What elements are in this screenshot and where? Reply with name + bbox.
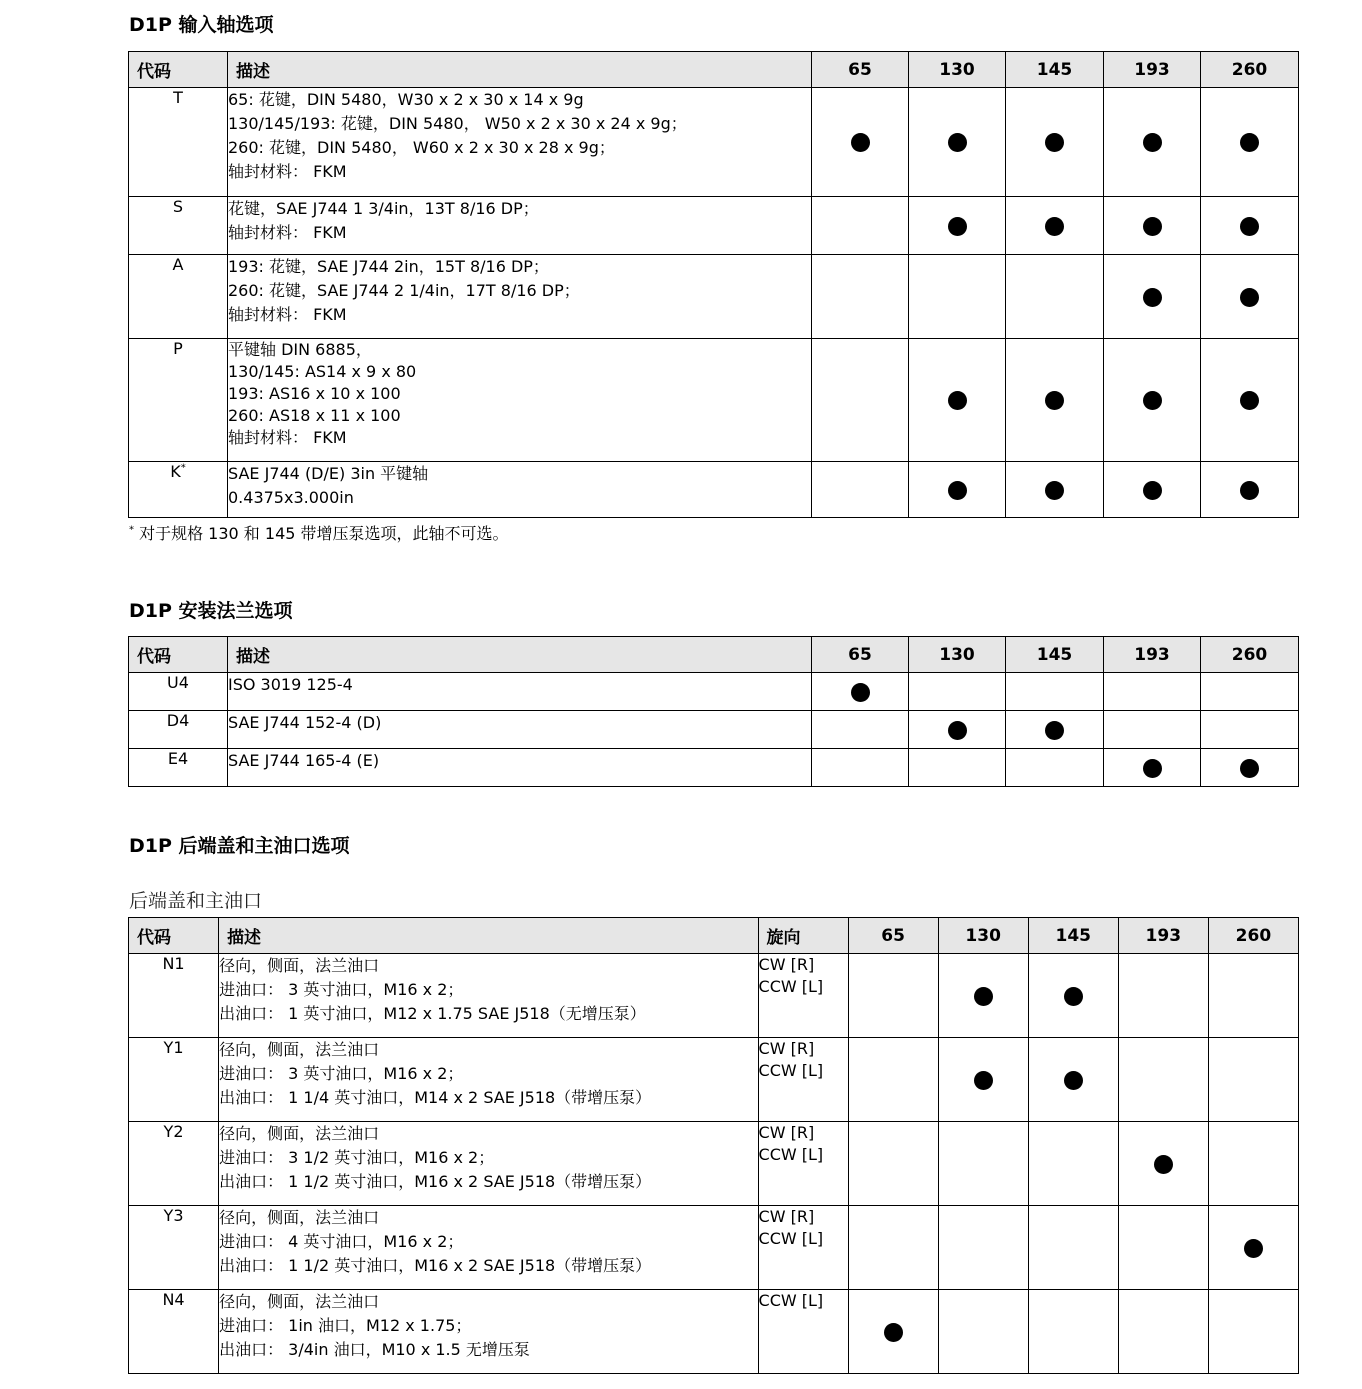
rotation-label: CCW [L] [758,1229,824,1248]
col-header-code: 代码 [129,918,219,954]
cell-description [228,749,812,787]
description-line: 进油口： 3 英寸油口，M16 x 2； [219,980,464,999]
col-header-code: 代码 [129,637,228,673]
available-dot-icon [1240,391,1259,410]
cell-availability [1118,1122,1208,1206]
cell-availability [938,1290,1028,1374]
cell-rotation [758,1122,848,1206]
cell-availability [909,255,1006,339]
cell-availability [1006,749,1104,787]
cell-code [129,954,219,1038]
col-header-size: 260 [1201,52,1299,88]
cell-availability [1006,255,1104,339]
available-dot-icon [948,481,967,500]
description-line: 65: 花键，DIN 5480，W30 x 2 x 30 x 14 x 9g [228,90,584,109]
table-row [129,255,1299,339]
cell-availability [848,1122,938,1206]
available-dot-icon [948,391,967,410]
available-dot-icon [948,133,967,152]
code-label: T [173,88,183,107]
section-title-end-cover: D1P 后端盖和主油口选项 [129,835,350,857]
description-line: 进油口： 3 英寸油口，M16 x 2； [219,1064,464,1083]
description-line: SAE J744 165-4 (E) [228,751,380,770]
cell-availability [1118,954,1208,1038]
cell-availability [1208,1038,1298,1122]
table-row [129,1038,1299,1122]
col-header-size: 145 [1028,918,1118,954]
cell-availability [848,1206,938,1290]
description-line: 0.4375x3.000in [228,488,354,507]
col-header-size: 65 [848,918,938,954]
code-label: U4 [167,673,189,692]
available-dot-icon [948,217,967,236]
col-header-size: 130 [938,918,1028,954]
description-line: ISO 3019 125-4 [228,675,353,694]
cell-rotation [758,954,848,1038]
footnote [129,521,509,544]
cell-rotation [758,1290,848,1374]
cell-availability [909,673,1006,711]
cell-description [228,255,812,339]
col-header-desc: 描述 [228,52,812,88]
cell-availability [909,462,1006,518]
cell-description [228,197,812,255]
code-label: Y2 [163,1122,184,1141]
code-label: D4 [166,711,190,730]
mounting-flange-table [128,636,1299,787]
cell-availability [1104,88,1201,197]
rotation-label: CW [R] [758,955,815,974]
col-header-size: 145 [1006,52,1104,88]
available-dot-icon [851,133,870,152]
available-dot-icon [1064,1071,1083,1090]
section-title-input-shaft: D1P 输入轴选项 [129,14,274,36]
description-line: 进油口： 3 1/2 英寸油口，M16 x 2； [219,1148,495,1167]
description-line: 轴封材料： FKM [228,162,347,181]
description-line: 出油口： 1 英寸油口，M12 x 1.75 SAE J518（无增压泵） [219,1004,646,1023]
description-line: 径向，侧面，法兰油口 [219,1124,380,1143]
description-line: 130/145: AS14 x 9 x 80 [228,362,417,381]
code-label: S [172,197,184,216]
cell-description [228,462,812,518]
table-header-row [129,52,1299,88]
cell-code [129,339,228,462]
cell-code [129,1290,219,1374]
cell-availability [1201,339,1299,462]
cell-availability [1201,88,1299,197]
cell-availability [1118,1206,1208,1290]
cell-availability [1006,88,1104,197]
description-line: 进油口： 1in 油口，M12 x 1.75； [219,1316,472,1335]
available-dot-icon [1240,288,1259,307]
table-row [129,1206,1299,1290]
cell-description [228,339,812,462]
available-dot-icon [974,987,993,1006]
col-header-size: 193 [1118,918,1208,954]
table-row [129,711,1299,749]
description-line: 出油口： 1 1/4 英寸油口，M14 x 2 SAE J518（带增压泵） [219,1088,652,1107]
rotation-label: CW [R] [758,1207,815,1226]
cell-code [129,1122,219,1206]
available-dot-icon [1240,759,1259,778]
col-header-desc: 描述 [219,918,758,954]
code-label: E4 [167,749,189,768]
cell-availability [1028,954,1118,1038]
description-line: 130/145/193: 花键，DIN 5480， W50 x 2 x 30 x 24 x 9g； [228,114,687,133]
code-label: K [170,462,181,481]
cell-code [129,1206,219,1290]
cell-description [219,1038,758,1122]
cell-description [219,954,758,1038]
cell-availability [938,1038,1028,1122]
description-line: 径向，侧面，法兰油口 [219,956,380,975]
available-dot-icon [974,1071,993,1090]
description-line: 260: AS18 x 11 x 100 [228,406,401,425]
cell-availability [1201,255,1299,339]
cell-code [129,88,228,197]
cell-availability [938,1122,1028,1206]
cell-availability [1006,197,1104,255]
available-dot-icon [1045,217,1064,236]
description-line: 轴封材料： FKM [228,428,347,447]
cell-availability [909,711,1006,749]
available-dot-icon [1143,217,1162,236]
rotation-label: CCW [L] [758,1145,824,1164]
cell-availability [1201,673,1299,711]
cell-availability [1118,1038,1208,1122]
cell-availability [812,749,909,787]
cell-availability [1104,197,1201,255]
table-row [129,88,1299,197]
cell-availability [938,954,1028,1038]
cell-availability [1028,1038,1118,1122]
rotation-label: CW [R] [758,1123,815,1142]
col-header-rotation: 旋向 [758,918,848,954]
cell-code [129,462,228,518]
footnote-mark: * [180,462,186,474]
table-row [129,197,1299,255]
description-line: 花键，SAE J744 1 3/4in，13T 8/16 DP； [228,199,539,218]
col-header-desc: 描述 [228,637,812,673]
available-dot-icon [1064,987,1083,1006]
cell-description [219,1206,758,1290]
table-header-row [129,918,1299,954]
available-dot-icon [1045,391,1064,410]
cell-availability [812,711,909,749]
cell-availability [1201,197,1299,255]
description-line: SAE J744 (D/E) 3in 平键轴 [228,464,429,483]
available-dot-icon [1143,759,1162,778]
available-dot-icon [1045,721,1064,740]
cell-rotation [758,1038,848,1122]
cell-code [129,711,228,749]
code-label: Y1 [163,1038,184,1057]
available-dot-icon [884,1323,903,1342]
description-line: 出油口： 1 1/2 英寸油口，M16 x 2 SAE J518（带增压泵） [219,1172,652,1191]
table-row [129,339,1299,462]
cell-availability [1104,255,1201,339]
code-label: N4 [162,1290,185,1309]
description-line: 260: 花键，SAE J744 2 1/4in，17T 8/16 DP； [228,281,580,300]
description-line: 出油口： 3/4in 油口，M10 x 1.5 无增压泵 [219,1340,530,1359]
col-header-size: 65 [812,52,909,88]
cell-description [219,1122,758,1206]
available-dot-icon [1244,1239,1263,1258]
cell-availability [812,88,909,197]
cell-availability [812,673,909,711]
col-header-size: 193 [1104,637,1201,673]
section-subtitle: 后端盖和主油口 [129,890,263,912]
col-header-size: 260 [1201,637,1299,673]
cell-availability [848,1038,938,1122]
code-label: P [173,339,183,358]
description-line: 260: 花键，DIN 5480， W60 x 2 x 30 x 28 x 9g； [228,138,615,157]
cell-code [129,197,228,255]
cell-availability [1208,1206,1298,1290]
cell-description [219,1290,758,1374]
col-header-size: 65 [812,637,909,673]
cell-code [129,749,228,787]
description-line: SAE J744 152-4 (D) [228,713,382,732]
cell-description [228,711,812,749]
table-row [129,1122,1299,1206]
cell-availability [1006,462,1104,518]
description-line: 193: AS16 x 10 x 100 [228,384,401,403]
cell-availability [1104,339,1201,462]
input-shaft-table [128,51,1299,518]
description-line: 轴封材料： FKM [228,223,347,242]
available-dot-icon [1045,481,1064,500]
description-line: 径向，侧面，法兰油口 [219,1292,380,1311]
cell-availability [812,462,909,518]
table-header-row [129,637,1299,673]
cell-availability [1006,711,1104,749]
cell-availability [909,339,1006,462]
col-header-size: 130 [909,637,1006,673]
description-line: 平键轴 DIN 6885， [228,340,372,359]
cell-description [228,88,812,197]
cell-description [228,673,812,711]
cell-availability [909,88,1006,197]
cell-availability [1104,462,1201,518]
cell-availability [848,1290,938,1374]
table-row [129,954,1299,1038]
cell-availability [1006,673,1104,711]
available-dot-icon [948,721,967,740]
description-line: 轴封材料： FKM [228,305,347,324]
cell-availability [1118,1290,1208,1374]
available-dot-icon [1240,133,1259,152]
code-label: A [172,255,184,274]
cell-availability [1028,1290,1118,1374]
description-line: 进油口： 4 英寸油口，M16 x 2； [219,1232,464,1251]
cell-availability [909,749,1006,787]
cell-availability [812,255,909,339]
cell-availability [1201,711,1299,749]
cell-availability [1006,339,1104,462]
col-header-size: 260 [1208,918,1298,954]
rotation-label: CW [R] [758,1039,815,1058]
cell-code [129,673,228,711]
cell-availability [1104,749,1201,787]
description-line: 193: 花键，SAE J744 2in，15T 8/16 DP； [228,257,549,276]
cell-availability [848,954,938,1038]
col-header-size: 193 [1104,52,1201,88]
footnote-text: 对于规格 130 和 145 带增压泵选项，此轴不可选。 [139,524,509,543]
cell-availability [1201,749,1299,787]
cell-code [129,1038,219,1122]
table-row [129,1290,1299,1374]
available-dot-icon [1240,217,1259,236]
rotation-label: CCW [L] [758,977,824,996]
cell-availability [812,339,909,462]
table-row [129,462,1299,518]
cell-rotation [758,1206,848,1290]
cell-availability [1208,1122,1298,1206]
available-dot-icon [1045,133,1064,152]
rotation-label: CCW [L] [758,1061,824,1080]
col-header-size: 145 [1006,637,1104,673]
available-dot-icon [1240,481,1259,500]
description-line: 径向，侧面，法兰油口 [219,1208,380,1227]
available-dot-icon [1143,481,1162,500]
cell-availability [938,1206,1028,1290]
footnote-mark: * [129,524,134,536]
cell-availability [1028,1122,1118,1206]
description-line: 出油口： 1 1/2 英寸油口，M16 x 2 SAE J518（带增压泵） [219,1256,652,1275]
cell-code [129,255,228,339]
cell-availability [1104,711,1201,749]
available-dot-icon [1143,288,1162,307]
description-line: 径向，侧面，法兰油口 [219,1040,380,1059]
code-label: N1 [162,954,185,973]
available-dot-icon [1143,133,1162,152]
cell-availability [909,197,1006,255]
available-dot-icon [851,683,870,702]
col-header-code: 代码 [129,52,228,88]
code-label: Y3 [163,1206,184,1225]
available-dot-icon [1154,1155,1173,1174]
cell-availability [1208,954,1298,1038]
cell-availability [1201,462,1299,518]
rotation-label: CCW [L] [758,1291,824,1310]
cell-availability [812,197,909,255]
table-row [129,673,1299,711]
section-title-mounting-flange: D1P 安装法兰选项 [129,600,293,622]
cell-availability [1028,1206,1118,1290]
end-cover-table [128,917,1299,1374]
table-row [129,749,1299,787]
cell-availability [1208,1290,1298,1374]
col-header-size: 130 [909,52,1006,88]
available-dot-icon [1143,391,1162,410]
cell-availability [1104,673,1201,711]
